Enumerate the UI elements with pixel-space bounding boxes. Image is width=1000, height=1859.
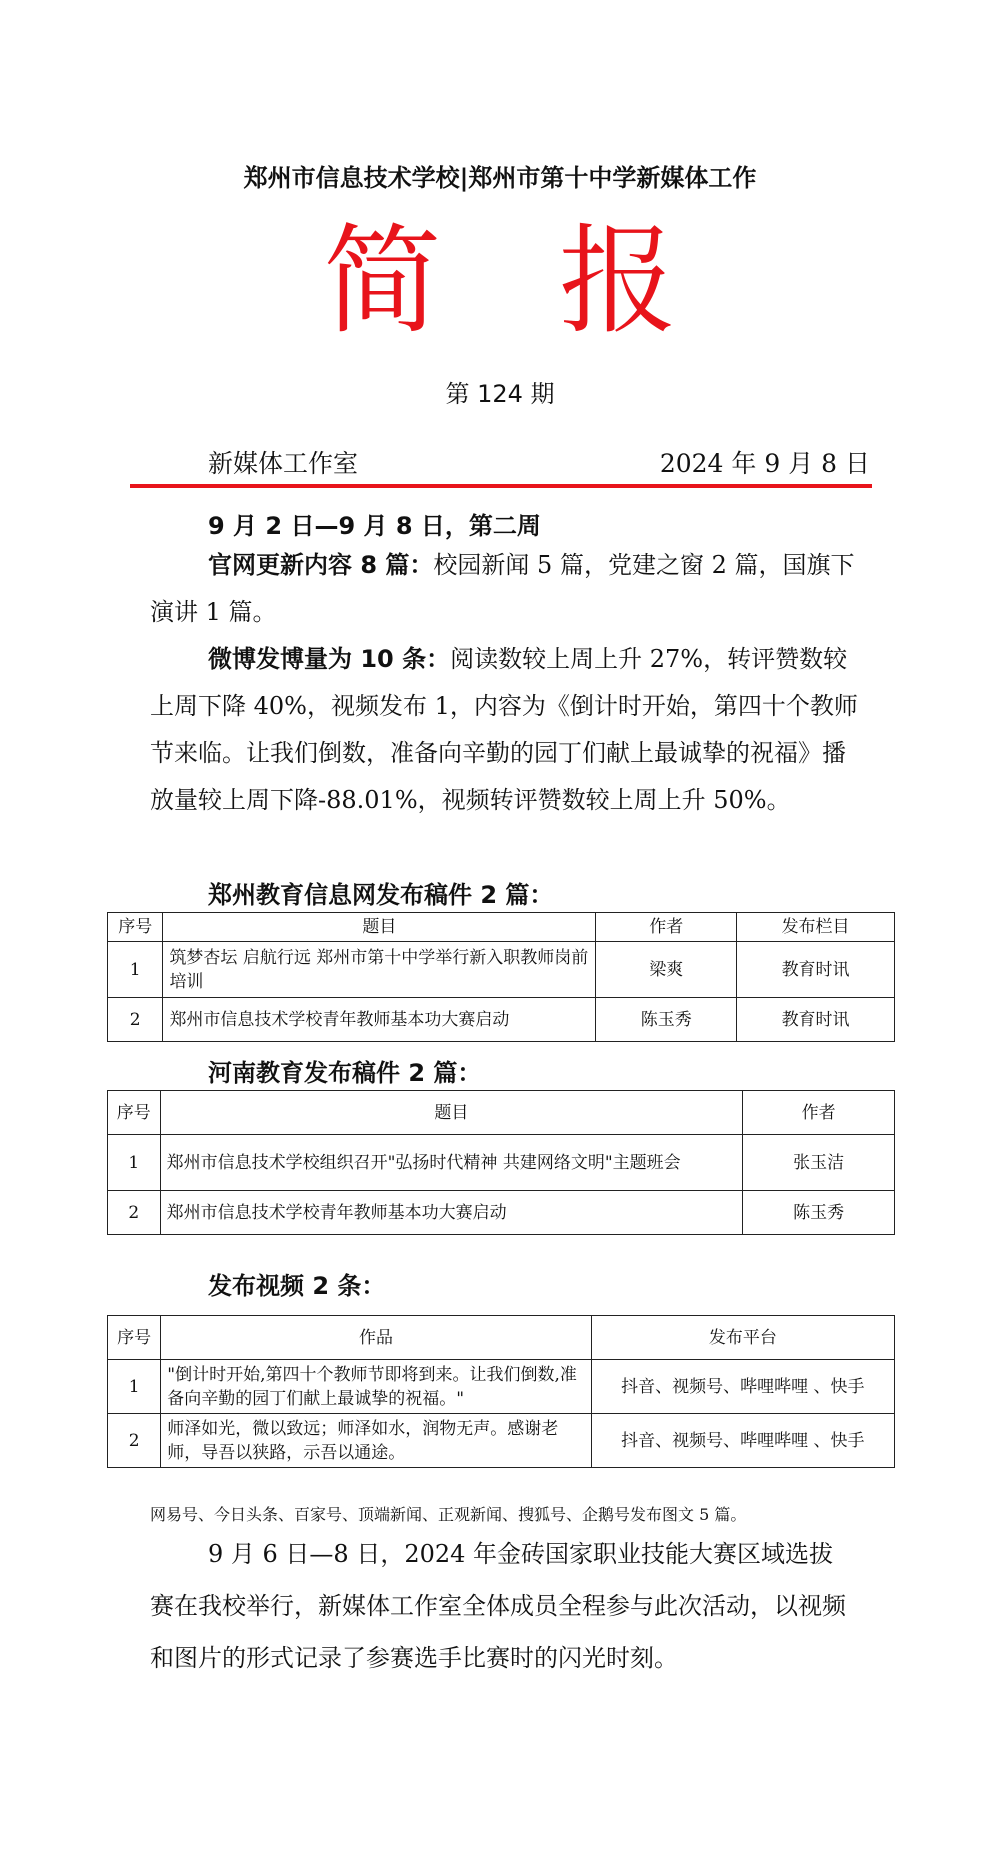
office-name: 新媒体工作室 bbox=[208, 449, 359, 478]
col-header: 题目 bbox=[163, 913, 596, 942]
website-update-lead: 官网更新内容 8 篇： bbox=[208, 551, 434, 579]
table-row bbox=[108, 998, 895, 1042]
row-author: 陈玉秀 bbox=[596, 998, 737, 1042]
table-header-row bbox=[108, 913, 895, 942]
row-column: 教育时讯 bbox=[737, 998, 895, 1042]
row-author: 陈玉秀 bbox=[743, 1191, 895, 1235]
weibo-lead: 微博发博量为 10 条： bbox=[208, 645, 451, 673]
col-header: 序号 bbox=[108, 1091, 161, 1135]
col-header: 发布平台 bbox=[591, 1316, 894, 1360]
col-header: 题目 bbox=[160, 1091, 743, 1135]
masthead-title: 简 报 bbox=[323, 212, 717, 350]
issue-date: 2024 年 9 月 8 日 bbox=[659, 449, 870, 478]
event-paragraph: 9 月 6 日—8 日，2024 年金砖国家职业技能大赛区域选拔赛在我校举行，新媒体工作室全体成员全程参与此次活动，以视频和图片的形式记录了参赛选手比赛时的闪光时刻。 bbox=[150, 1540, 846, 1672]
website-update-text: 校园新闻 5 篇，党建之窗 2 篇，国旗下演讲 1 篇。 bbox=[150, 551, 855, 626]
col-header: 作品 bbox=[161, 1316, 591, 1360]
row-index: 1 bbox=[108, 1135, 161, 1191]
table-header-row bbox=[108, 1091, 895, 1135]
table-row bbox=[108, 1135, 895, 1191]
row-work: "倒计时开始,第四十个教师节即将到来。让我们倒数,准备向辛勤的园丁们献上最诚挚的祝福。" bbox=[161, 1360, 591, 1414]
row-index: 2 bbox=[108, 998, 163, 1042]
col-header: 发布栏目 bbox=[737, 913, 895, 942]
row-platforms: 抖音、视频号、哔哩哔哩 、快手 bbox=[591, 1360, 894, 1414]
col-header: 作者 bbox=[743, 1091, 895, 1135]
row-index: 1 bbox=[108, 942, 163, 998]
weibo-paragraph bbox=[150, 636, 860, 824]
row-title: 郑州市信息技术学校青年教师基本功大赛启动 bbox=[163, 998, 596, 1042]
table-header-row bbox=[108, 1316, 895, 1360]
issue-number: 第 124 期 bbox=[445, 380, 555, 408]
col-header: 序号 bbox=[108, 1316, 161, 1360]
row-column: 教育时讯 bbox=[737, 942, 895, 998]
zz-edu-table bbox=[107, 912, 895, 1042]
table-row bbox=[108, 1360, 895, 1414]
col-header: 作者 bbox=[596, 913, 737, 942]
week-range: 9 月 2 日—9 月 8 日，第二周 bbox=[208, 512, 541, 540]
section-title-henan-edu: 河南教育发布稿件 2 篇： bbox=[208, 1059, 482, 1087]
website-update-paragraph bbox=[150, 542, 860, 636]
videos-table bbox=[107, 1315, 895, 1468]
section-title-zz-edu: 郑州教育信息网发布稿件 2 篇： bbox=[208, 881, 554, 909]
table-row bbox=[108, 1191, 895, 1235]
table-row bbox=[108, 1414, 895, 1468]
platforms-note: 网易号、今日头条、百家号、顶端新闻、正观新闻、搜狐号、企鹅号发布图文 5 篇。 bbox=[150, 1505, 747, 1524]
col-header: 序号 bbox=[108, 913, 163, 942]
row-author: 张玉洁 bbox=[743, 1135, 895, 1191]
weibo-text: 阅读数较上周上升 27%，转评赞数较上周下降 40%，视频发布 1，内容为《倒计时开始，第四十个教师节来临。让我们倒数，准备向辛勤的园丁们献上最诚挚的祝福》播放量较上周下降-88.01%，视频转评赞数较上周上升 50%。 bbox=[150, 645, 858, 814]
row-index: 1 bbox=[108, 1360, 161, 1414]
row-index: 2 bbox=[108, 1414, 161, 1468]
row-title: 筑梦杏坛 启航行远 郑州市第十中学举行新入职教师岗前培训 bbox=[163, 942, 596, 998]
red-divider bbox=[130, 484, 872, 488]
table-row bbox=[108, 942, 895, 998]
row-title: 郑州市信息技术学校青年教师基本功大赛启动 bbox=[160, 1191, 743, 1235]
row-author: 梁爽 bbox=[596, 942, 737, 998]
row-platforms: 抖音、视频号、哔哩哔哩 、快手 bbox=[591, 1414, 894, 1468]
row-index: 2 bbox=[108, 1191, 161, 1235]
henan-edu-table bbox=[107, 1090, 895, 1235]
row-title: 郑州市信息技术学校组织召开"弘扬时代精神 共建网络文明"主题班会 bbox=[160, 1135, 743, 1191]
org-header-line: 郑州市信息技术学校|郑州市第十中学新媒体工作 bbox=[243, 164, 757, 192]
section-title-videos: 发布视频 2 条： bbox=[208, 1272, 386, 1300]
row-work: 师泽如光，微以致远；师泽如水，润物无声。感谢老师，导吾以狭路，示吾以通途。 bbox=[161, 1414, 591, 1468]
